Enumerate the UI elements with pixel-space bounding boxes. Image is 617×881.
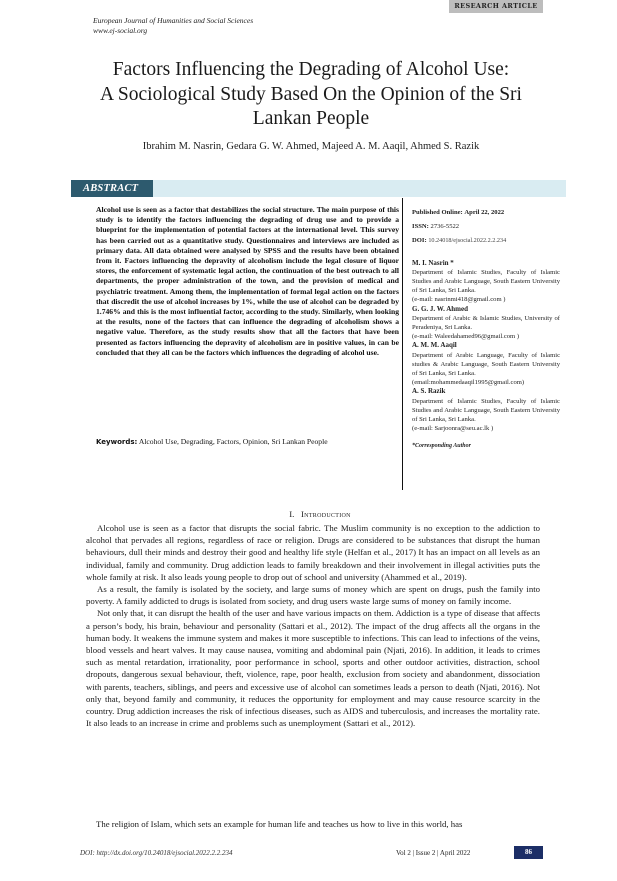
published-label: Published Online: bbox=[412, 209, 463, 216]
issn-label: ISSN: bbox=[412, 223, 429, 231]
author-name: A. S. Razik bbox=[412, 387, 446, 396]
author-affiliation bbox=[412, 341, 560, 387]
title-line: Lankan People bbox=[252, 108, 370, 129]
footer-doi[interactable]: DOI: http://dx.doi.org/10.24018/ejsocial.2022.2.2.234 bbox=[80, 849, 233, 857]
journal-url[interactable]: www.ej-social.org bbox=[93, 26, 148, 35]
author-email[interactable]: (e-mail: Waleedahamed96@gmail.com ) bbox=[412, 333, 520, 341]
body-paragraph-continued: The religion of Islam, which sets an example for human life and teaches us how to live in this world, has bbox=[96, 819, 463, 829]
keywords-value: Alcohol Use, Degrading, Factors, Opinion, Sri Lankan People bbox=[138, 437, 328, 446]
author-email[interactable]: (e-mail: Sarjoonra@seu.ac.lk ) bbox=[412, 425, 494, 433]
author-department: Department of Arabic & Islamic Studies, University of Peradeniya, Sri Lanka. bbox=[412, 314, 560, 332]
author-email[interactable]: (email:mohammedaaqil1995@gmail.com) bbox=[412, 379, 525, 387]
footer-volume: Vol 2 | Issue 2 | April 2022 bbox=[396, 849, 471, 857]
title-line: Factors Influencing the Degrading of Alcohol Use: bbox=[112, 59, 510, 80]
author-department: Department of Islamic Studies, Faculty of Islamic Studies and Arabic Language, South Eastern University of Sri Lanka, Sri Lanka. bbox=[412, 397, 560, 424]
section-title: Introduction bbox=[300, 509, 351, 519]
page-number: 86 bbox=[514, 846, 543, 859]
introduction-body bbox=[86, 522, 540, 729]
author-affiliation bbox=[412, 305, 560, 342]
doi-label: DOI: bbox=[412, 237, 427, 245]
published-value: April 22, 2022 bbox=[464, 209, 505, 216]
publication-meta bbox=[412, 208, 560, 246]
published-online bbox=[412, 208, 560, 217]
author-email[interactable]: (e-mail: nasrinmi418@gmail.com ) bbox=[412, 296, 506, 304]
paper-title bbox=[70, 58, 552, 132]
section-heading bbox=[80, 509, 560, 519]
article-type-badge: RESEARCH ARTICLE bbox=[449, 0, 543, 13]
journal-header bbox=[93, 16, 253, 36]
author-department: Department of Arabic Language, Faculty of Islamic studies & Arabic Language, South Eastern University of Sri Lanka, Sri Lanka. bbox=[412, 351, 560, 378]
author-name: M. I. Nasrin * bbox=[412, 258, 454, 267]
author-name: A. M. M. Aaqil bbox=[412, 341, 457, 350]
author-department: Department of Islamic Studies, Faculty of Islamic Studies and Arabic Language, South Eastern University of Sri Lanka, Sri Lanka. bbox=[412, 268, 560, 295]
body-paragraph: As a result, the family is isolated by the society, and large sums of money which are spent on drugs, push the family into poverty. A family addicted to drugs is isolated from society, and drug users waste large sums of money on family income. bbox=[86, 584, 540, 607]
body-paragraph: Not only that, it can disrupt the health of the user and have various impacts on them. Addiction is a type of disease that affects a person’s body, his brain, behaviour and personality (Sattari et al., 2012). The impact of the drug affects all the organs in the human body. It weakens the immune system and makes it more susceptible to infections. This can lead to infections of the veins, blood vessels and heart valves. It may cause nausea, vomiting and abdominal pain (Njati, 2016). In addition, it leads to crimes such as mental retardation, irrationality, poor performance in school, sports and other outdoor activities, distraction, school dropouts, dangerous sexual behaviour, theft, violence, rape, poor health, exclusion from society and abandonment, dissociation with parents, teachers, siblings, and peers and excessive use of alcohol can sometimes leads a person to death (Njati, 2016). Not only that, beyond family and community, it reduces the opportunity for employment and may cause resource scarcity in the country. Drug addiction increases the risk of infectious diseases, such as AIDS and tuberculosis, and increases the mortality rate. It also leads to an increase in crime and problems such as unemployment (Sattari et al., 2012). bbox=[86, 608, 540, 729]
doi-value[interactable]: 10.24018/ejsocial.2022.2.2.234 bbox=[428, 237, 507, 245]
author-affiliation bbox=[412, 387, 560, 433]
doi bbox=[412, 236, 560, 245]
abstract-heading: ABSTRACT bbox=[71, 180, 153, 197]
journal-name: European Journal of Humanities and Social Sciences bbox=[93, 16, 254, 25]
author-list: Ibrahim M. Nasrin, Gedara G. W. Ahmed, Majeed A. M. Aaqil, Ahmed S. Razik bbox=[142, 141, 480, 152]
author-name: G. G. J. W. Ahmed bbox=[412, 304, 469, 313]
issn bbox=[412, 222, 560, 231]
section-number: I. bbox=[289, 509, 295, 519]
title-line: A Sociological Study Based On the Opinion of the Sri bbox=[100, 83, 522, 105]
keywords bbox=[96, 437, 406, 446]
keywords-label: Keywords: bbox=[96, 438, 138, 446]
article-info-column bbox=[402, 198, 560, 490]
corresponding-author-note: *Corresponding Author bbox=[412, 443, 471, 450]
author-affiliation bbox=[412, 259, 560, 305]
issn-value: 2736-5522 bbox=[430, 223, 460, 231]
abstract-text: Alcohol use is seen as a factor that destabilizes the social structure. The main purpose of this study is to identify the factors influencing the degrading of drug use and to provide a blueprint for the implementation of potential factors at the international level. This survey has been carried out as a quantitative study. Questionnaires and interviews are included as primary data. All data obtained were analysed by SPSS and the results have been obtained from it. Factors influencing the depravity of alcoholism include the legal closure of liquor stores, the enforcement of systematic legal action, the continuation of the best outreach to all departments, the proper administration of the town, and the provision of medical and psychiatric treatment. Among them, the implementation of formal legal action on the factors that discredit the use of alcohol increases by 1%, while the use of alcohol can be degraded by 1.746% and this is the most influential factor, according to the study. Similarly, when looking at the results, none of the factors that can influence the degrading of alcoholism shows a negative value. Therefore, as the study results show that all the factors that have been presented as factors influencing the depravity of alcoholism are in positive values, in can be concluded that they all can be the factors which influences the degrading of alcohol use. bbox=[96, 205, 399, 357]
body-paragraph: Alcohol use is seen as a factor that disrupts the social fabric. The Muslim community is no exception to the addiction to alcohol that pervades all regions, regardless of race or religion. Drugs are considered to be substances that disrupt the human behaviours, dull their minds and destroy their good and healthy life style (Helfan et al., 2017) It has an impact on all levels as an individual, family and community. Drug addiction leads to family breakdown and their involvement in illegal activities puts the whole family at risk. It also leads young people to drop out of school and university (Ahammed et al., 2019). bbox=[86, 523, 540, 582]
